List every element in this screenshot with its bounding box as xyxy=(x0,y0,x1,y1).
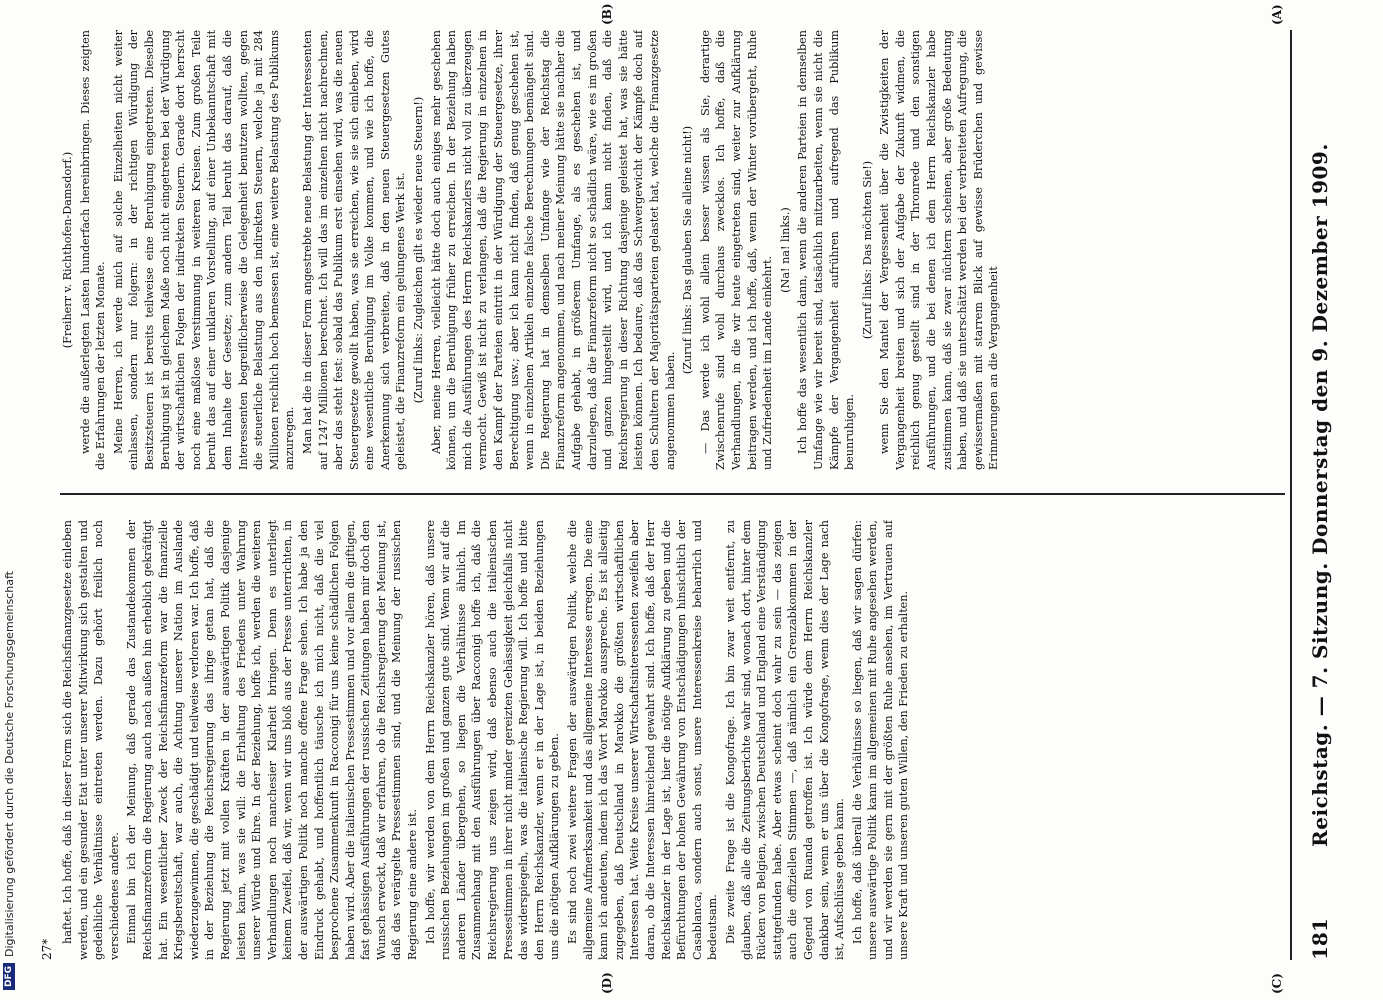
paragraph: (Na! na! links.) xyxy=(778,207,792,293)
paragraph: Meine Herren, ich werde mich auf solche Einzelheiten nicht weiter einlassen, sondern nur folgern: in der richtigen Würdigung der Besitzsteuern ist bereits teilweise eine Beruhigung eingetreten. Dieselbe Beruhigung ist in gleichem Maße noch nicht eingetreten bei der Würdigung der wirtschaftlichen Folgen der indirekten Steuern. Gerade dort herrscht noch eine maßlose Verstimmung in weiteren Kreisen. Zum großen Teile beruht das auf einer unklaren Vorstellung, auf einer Unbekanntschaft mit dem Inhalte der Gesetze; zum andern Teil beruht das darauf, daß die Interessenten begreiflicherweise die Gelegenheit benutzen wollten, gegen die steuerliche Belastung aus den indirekten Steuern, welche ja mit 284 Millionen reichlich hoch bemessen ist, eine weitere Belastung des Publikums anzuregen. xyxy=(111,30,297,470)
paragraph: Einmal bin ich der Meinung, daß gerade das Zustandekommen der Reichsfinanzreform die Regierung auch nach außen hin erheblich gekräftigt hat. Ein wesentlicher Zweck der Reichsfinanzreform war die finanzielle Kriegsbereitschaft, war auch, die Achtung unserer Nation im Auslande wiederzugewinnen, die geschädigt und teilweise verloren war. Ich hoffe, daß in der Beziehung die Reichsregierung das ihrige getan hat, daß die Regierung jetzt mit vollen Kräften in der auswärtigen Politik dasjenige leisten kann, was sie will: die Erhaltung des Friedens unter Wahrung unserer Würde und Ehre. In der Beziehung, hoffe ich, werden die weiteren Verhandlungen noch manchesier Klarheit bringen. Denn es unterliegt keinem Zweifel, daß wir, wenn wir uns bloß aus der Presse unterrichten, in der auswärtigen Politik noch manche offene Frage sehen. Ich habe ja den Eindruck gehabt, und hoffentlich täusche ich mich nicht, daß die viel besprochene Zusammenkunft in Racconigi für uns keine schädlichen Folgen haben wird. Aber die italienischen Pressestimmen und vor allem die giftigen, fast gehässigen Ausführungen der russischen Zeitungen haben mir doch den Wunsch erweckt, daß wir erfahren, ob die Reichsregierung der Meinung ist, daß das verärgelte Pressestimmen sind, und die Meinung der russischen Regierung eine andere ist. xyxy=(125,520,420,960)
right-paragraphs xyxy=(60,520,912,960)
column-right xyxy=(60,520,1285,960)
signature-mark: 27* xyxy=(40,938,54,960)
page-number: 181 xyxy=(1308,918,1332,960)
paragraph: werde die außerlegten Lasten hunderfach hereinbringen. Dieses zeigten die Erfahrungen der letzten Monate. xyxy=(78,30,108,470)
margin-marker-d: (D) xyxy=(600,972,614,994)
credit-text: Digitalisierung gefördert durch die Deutsche Forschungsgemeinschaft xyxy=(2,571,16,957)
paragraph: — Das werde ich wohl allein besser wissen als Sie, derartige Zwischenrufe sind wohl durchaus zwecklos. Ich hoffe, daß die Verhandlungen, in die wir heute eingetreten sind, weiter zur Aufklärung beitragen werden, und ich hoffe, daß, wenn der Winter vorübergeht, Ruhe und Zufriedenheit im Lande einkehrt. xyxy=(698,30,775,470)
paragraph: (Zuruf links: Das möchten Sie!) xyxy=(860,160,874,340)
column-divider xyxy=(60,493,1285,495)
paragraph: Ich hoffe das wesentlich dann, wenn die anderen Parteien in demselben Umfange wie wir bereit sind, tatsächlich mitzuarbeiten, wenn sie nicht die Kämpfe der Vergangenheit aufrühren und aufregend das Publikum beunruhigen. xyxy=(796,30,857,470)
paragraph: haftet. Ich hoffe, daß in dieser Form sich die Reichsfinanzgesetze einleben werden, und ein gesunder Etat unter unserer Mitwirkung sich gestalten und gedeihliche Verhältnisse eintreten werden. Dazu gehört freilich noch verschiedenes andere. xyxy=(61,520,121,960)
digitization-credit xyxy=(0,0,18,1000)
paragraph: Aber, meine Herren, vielleicht hätte doch auch einiges mehr geschehen können, um die Beruhigung früher zu erreichen. In der Beziehung haben mich die Ausführungen des Herrn Reichskanzlers nicht voll zu überzeugen vermocht. Gewiß ist nicht zu verlangen, daß die Regierung in einzelnen in den Kampf der Parteien eintritt in der Würdigung der Steuergesetze, ihrer Berechtigung usw.; aber ich kann nicht finden, daß genug geschehen ist, wenn in einzelnen Artikeln einzelne falsche Berechnungen bemängelt sind. Die Regierung hat in demselben Umfange wie der Reichstag die Finanzreform angenommen, und nach meiner Meinung hätte sie nachher die Aufgabe gehabt, in größerem Umfange, als es geschehen ist, und darzulegen, daß die Finanzreform nicht so schädlich wäre, wie es im großen und ganzen hingestellt wird, und ich kann nicht finden, daß die Reichsregierung in dieser Richtung dasjenige geleistet hat, was sie hätte leisten können. Ich bedaure, daß das Schwergewicht der Kämpfe doch auf den Schultern der Majoritätsparteien gelastet hat, welche die Finanzgesetze angenommen haben. xyxy=(429,30,677,470)
left-paragraphs xyxy=(78,30,1002,470)
header-rule xyxy=(1290,30,1292,960)
paragraph: Ich hoffe, wir werden von dem Herrn Reichskanzler hören, daß unsere russischen Beziehungen im großen und ganzen gute sind. Wenn wir auf die anderen Länder übergehen, so liegen die Verhältnisse ähnlich. Im Zusammenhang mit den Ausführungen über Racconigi hoffe ich, daß die Reichsregierung uns zeigen wird, daß ebenso auch die italienischen Pressestimmen in ihrer nicht minder gereizten Gehässigkeit gleichfalls nicht das widerspiegeln, was die italienische Regierung will. Ich hoffe und bitte den Herrn Reichskanzler, wenn er in der Lage ist, in beiden Beziehungen uns die nötigen Aufklärungen zu geben. xyxy=(423,520,562,960)
paragraph: Es sind noch zwei weitere Fragen der auswärtigen Politik, welche die allgemeine Aufmerksamkeit und das allgemeine Interesse erregen. Die eine kann ich andeuten, indem ich das Wort Marokko ausspreche. Es ist allseitig zugegeben, daß Deutschland in Marokko die größten wirtschaftlichen Interessen hat. Weite Kreise unserer Wirtschaftsinteressenten zweifeln aber daran, ob die Interessen hinreichend gewahrt sind. Ich hoffe, daß der Herr Reichskanzler in der Lage ist, hier die nötige Aufklärung zu geben und die Befürchtungen der hohen Gewährung von Entschädigungen hinsichtlich der Casablanca, sondern auch sonst, unsere Interessenkreise beharrlich und bedeutsam. xyxy=(566,520,720,960)
paragraph: Die zweite Frage ist die Kongofrage. Ich bin zwar weit entfernt, zu glauben, daß alle die Zeitungsberichte wahr sind, wonach dort, hinter dem Rücken von Belgien, zwischen Deutschland und England eine Verständigung stattgefunden habe. Aber etwas scheint doch wahr zu sein — das zeigen auch die offiziellen Stimmen —, daß nämlich ein Grenzabkommen in der Gegend von Ruanda getroffen ist. Ich würde dem Herrn Reichskanzler dankbar sein, wenn er uns über die Kongofrage, wenn dies der Lage nach ist, Aufschlüsse geben kann. xyxy=(723,520,847,960)
column-left xyxy=(60,30,1285,470)
paragraph: (Zuruf links: Das glauben Sie alleine nicht!) xyxy=(681,125,695,375)
dfg-logo: DFG xyxy=(3,963,15,990)
page-title: Reichstag. — 7. Sitzung. Donnerstag den 9. Dezember 1909. xyxy=(1308,143,1332,847)
margin-marker-b: (B) xyxy=(600,3,614,25)
paragraph: wenn Sie den Mantel der Vergessenheit über die Zwistigkeiten der Vergangenheit breiten und sich der Aufgabe der Zukunft widmen, die reichlich genug gestellt sind in der Thronrede und den sonstigen Ausführungen, und die bei denen ich dem Herrn Reichskanzler habe zustimmen kann, daß sie zwar nüchtern scheinen, aber große Bedeutung haben, und daß sie unterschätzt werden bei der verbreiteten Aufregung, die gewissermaßen mit starrem Blick auf gewisse Brüderchen und gewisse Erinnerungen an die Vergangenheit xyxy=(878,30,1001,470)
margin-marker-a: (A) xyxy=(1270,4,1284,25)
margin-marker-c: (C) xyxy=(1270,973,1284,994)
paragraph: (Zuruf links: Zugleichen gilt es wieder neue Steuern!) xyxy=(412,96,426,404)
page-header xyxy=(1300,30,1340,960)
paragraph: Ich hoffe, daß überall die Verhältnisse so liegen, daß wir sagen dürfen: unsere auswärtige Politik kann im allgemeinen mit Ruhe angesehen werden, und wir werden sie gern mit der größten Ruhe ansehen, im Vertrauen auf unsere Kraft und unseren guten Willen, den Frieden zu erhalten. xyxy=(850,520,911,960)
speaker-label: (Freiherr v. Richthofen-Damsdorf.) xyxy=(61,151,74,349)
paragraph: Man hat die in dieser Form angestrebte neue Belastung der Interessenten auf 1247 Millionen berechnet. Ich will das im einzelnen nicht nachrechnen, aber das steht fest: sobald das Publikum erst einsehen wird, was die neuen Steuergesetze gewollt haben, was sie erreichen, wie sie sich einleben, wird eine wesentliche Beruhigung im Volke kommen, und wie ich hoffe, die Anerkennung sich verbreiten, daß in den neuen Steuergesetzen Gutes geleistet, die Finanzreform ein gelungenes Werk ist. xyxy=(300,30,408,470)
